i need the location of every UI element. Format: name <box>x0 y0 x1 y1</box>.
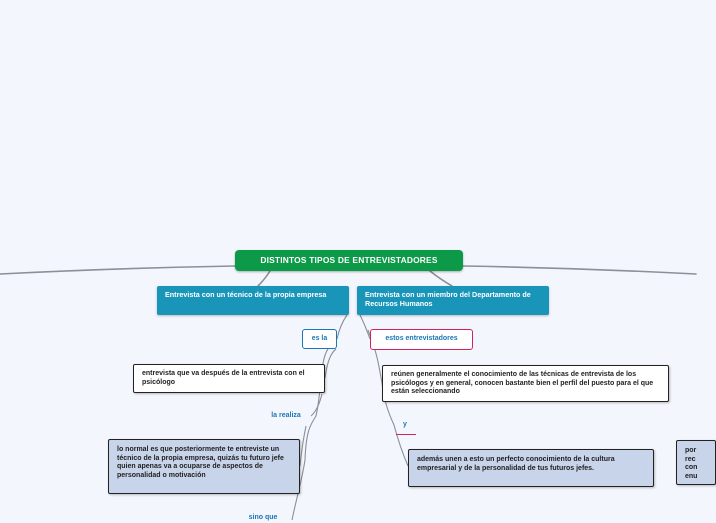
connector-es-la-despues <box>325 349 336 378</box>
branch-node-rrhh[interactable] <box>357 286 549 315</box>
topic-label-despues-psicologo: entrevista que va después de la entrevista con el psicólogo <box>142 370 305 386</box>
topic-label-ademas: además unen a esto un perfecto conocimiento de la cultura empresarial y de la personalidad de tus futuros jefes. <box>417 456 615 472</box>
topic-node-ademas[interactable] <box>408 449 654 487</box>
branch-node-tecnico[interactable] <box>157 286 349 315</box>
link-node-es-la[interactable] <box>302 329 337 349</box>
connector-root-branch-right <box>430 271 452 286</box>
root-node[interactable] <box>235 250 463 271</box>
connector-root-right-edge <box>463 266 696 274</box>
connector-left-es-la <box>337 315 347 339</box>
connector-root-branch-left <box>258 271 270 286</box>
link-node-la-realiza[interactable] <box>261 407 311 425</box>
link-node-estos-entrevistadores[interactable] <box>370 329 473 350</box>
topic-label-partial-edge: por rec con enu <box>685 447 698 480</box>
topic-node-despues-psicologo[interactable] <box>133 364 325 393</box>
topic-label-reunen: reúnen generalmente el conocimiento de las técnicas de entrevista de los psicólogos y en general, conocen bastante bien el perfil del puesto para el que están seleccionando <box>391 371 654 395</box>
link-label-la-realiza: la realiza <box>271 412 301 419</box>
root-label: DISTINTOS TIPOS DE ENTREVISTADORES <box>260 255 438 266</box>
link-underline-y <box>396 434 416 435</box>
link-node-sino-que[interactable] <box>239 510 287 522</box>
branch-label-tecnico: Entrevista con un técnico de la propia empresa <box>165 290 327 299</box>
branch-label-rrhh: Entrevista con un miembro del Departamento de Recursos Humanos <box>365 290 531 308</box>
link-node-y[interactable] <box>394 416 416 434</box>
link-label-sino-que: sino que <box>248 514 278 521</box>
topic-node-lo-normal[interactable] <box>108 439 300 494</box>
topic-node-partial-edge[interactable] <box>676 440 716 485</box>
link-label-es-la: es la <box>311 334 328 342</box>
topic-label-lo-normal: lo normal es que posteriormente te entreviste un técnico de la propia empresa, quizás tu futuro jefe quien apenas va a ocuparse de aspectos de personalidad o motivación <box>117 446 284 479</box>
connector-right-estos <box>360 315 370 339</box>
link-label-estos-entrevistadores: estos entrevistadores <box>385 335 458 343</box>
link-label-y: y <box>403 421 407 428</box>
topic-node-reunen[interactable] <box>382 365 669 402</box>
connector-root-left-edge <box>0 266 235 274</box>
